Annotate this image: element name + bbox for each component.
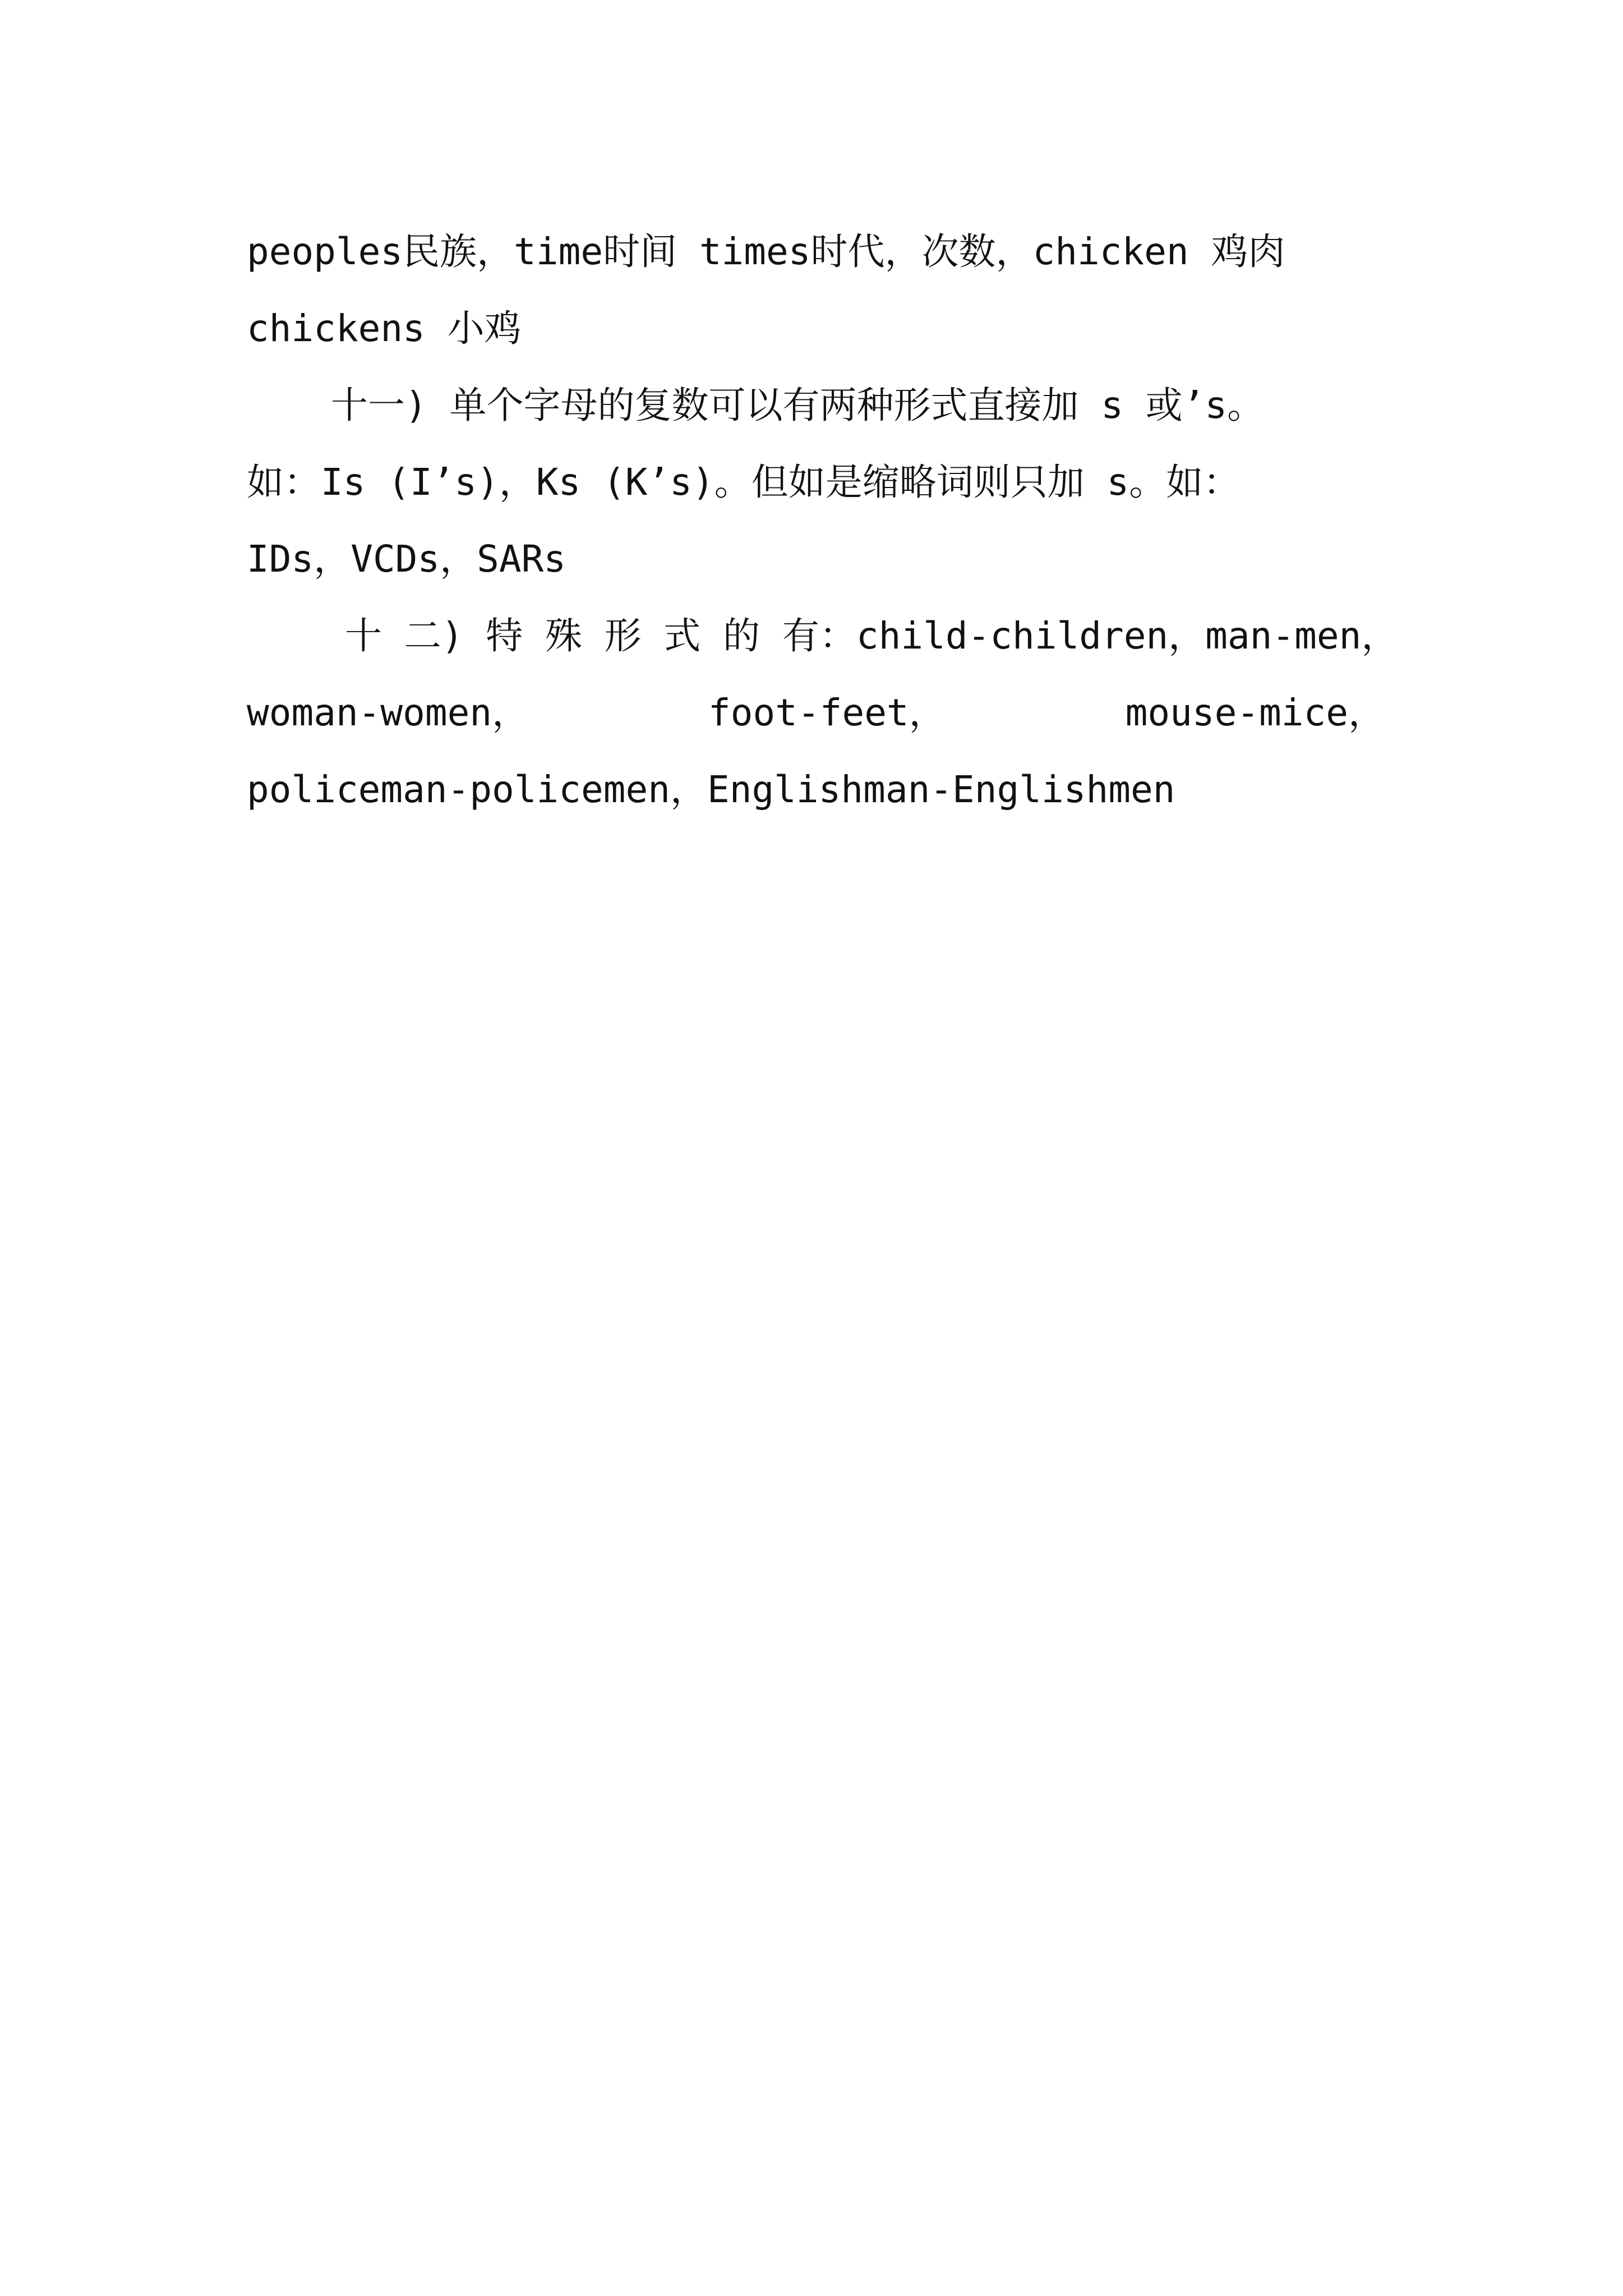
text-line-1: peoples民族，time时间 times时代，次数，chicken 鸡肉 [247, 230, 1285, 273]
word-woman-women: woman-women， [247, 691, 529, 734]
paragraph-11-line-1: 十一) 单个字母的复数可以有两种形式直接加 s 或’s。 [331, 384, 1265, 427]
word-mouse-mice: mouse-mice， [1125, 691, 1385, 734]
paragraph-11-line-3: IDs，VCDs，SARs [247, 537, 566, 581]
paragraph-12-line-3: policeman-policemen，Englishman-Englishmen [247, 768, 1175, 811]
word-foot-feet: foot-feet， [708, 691, 946, 734]
text-line-2: chickens 小鸡 [247, 307, 522, 350]
paragraph-12-line-1: 十 二) 特 殊 形 式 的 有：child-children，man-men， [345, 614, 1399, 657]
document-body [247, 213, 1399, 828]
paragraph-11-line-2: 如：Is (I’s)，Ks (K’s)。但如是缩略词则只加 s。如： [247, 461, 1241, 504]
paragraph-12-line-2 [247, 674, 1385, 751]
